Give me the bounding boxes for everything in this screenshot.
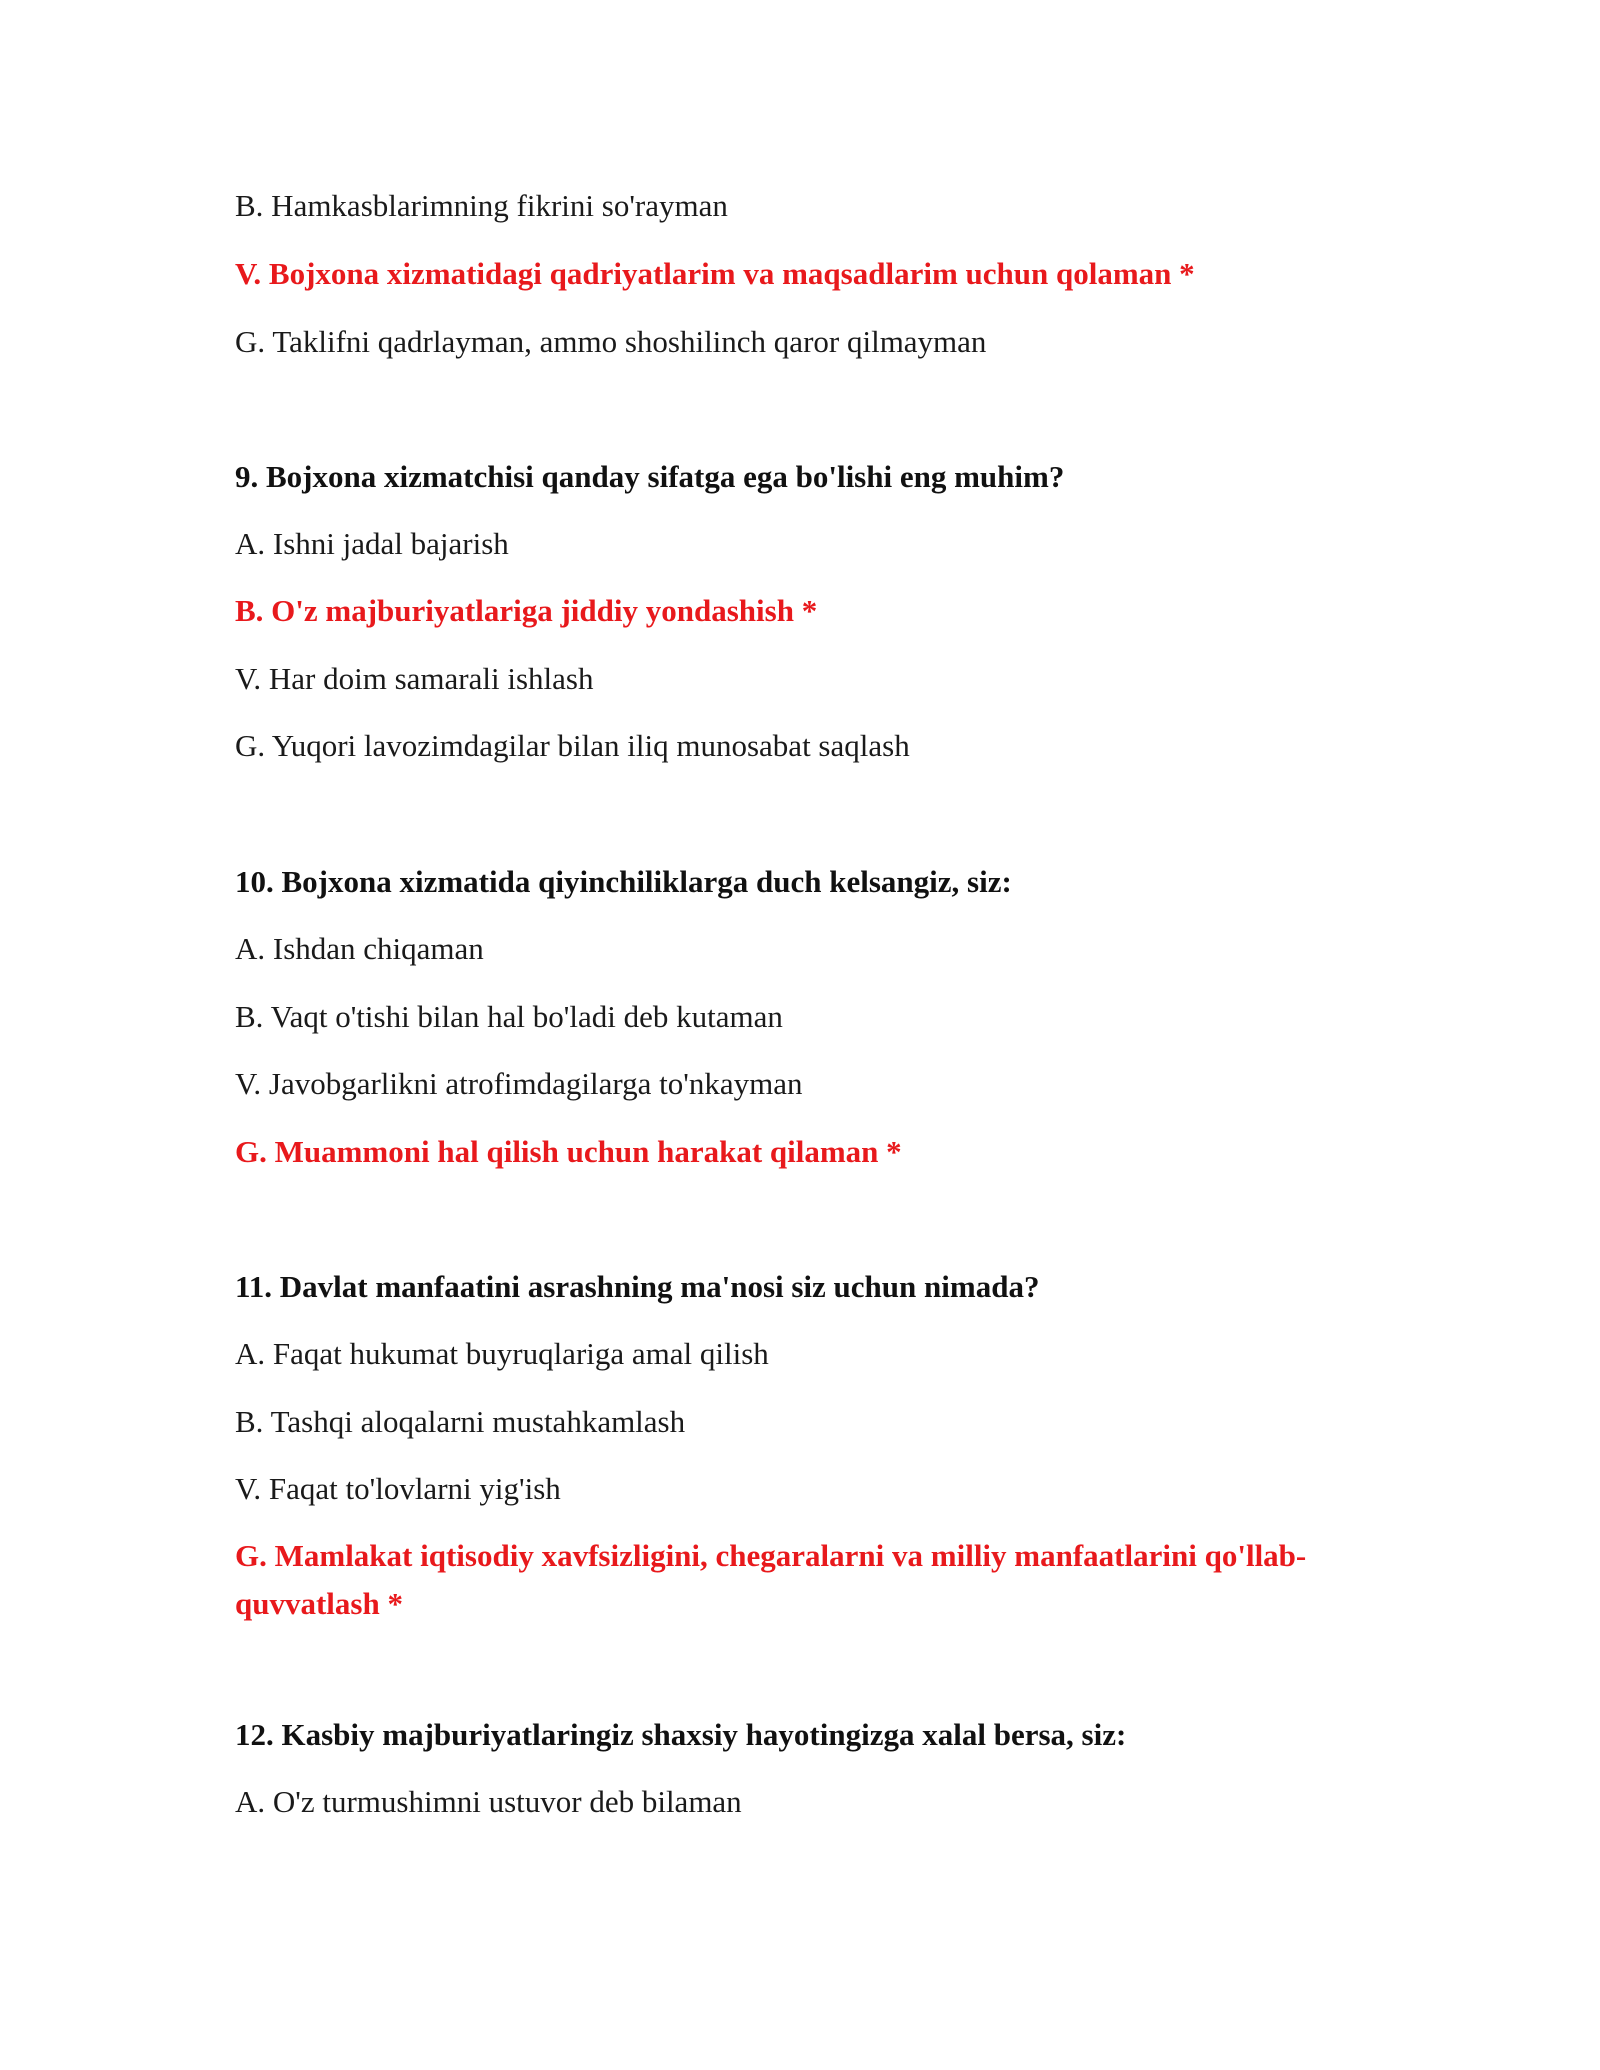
option-9b-correct: B. O'z majburiyatlariga jiddiy yondashish * (235, 593, 818, 628)
option-8v-correct: V. Bojxona xizmatidagi qadriyatlarim va maqsadlarim uchun qolaman * (235, 256, 1195, 291)
question-12: 12. Kasbiy majburiyatlaringiz shaxsiy hayotingizga xalal bersa, siz: (235, 1717, 1127, 1752)
option-12a: A. O'z turmushimni ustuvor deb bilaman (235, 1784, 742, 1819)
option-11b: B. Tashqi aloqalarni mustahkamlash (235, 1404, 686, 1439)
option-9g: G. Yuqori lavozimdagilar bilan iliq munosabat saqlash (235, 728, 910, 763)
option-11v: V. Faqat to'lovlarni yig'ish (235, 1471, 561, 1506)
option-8g: G. Taklifni qadrlayman, ammo shoshilinch qaror qilmayman (235, 324, 987, 359)
option-9a: A. Ishni jadal bajarish (235, 526, 509, 561)
option-10a: A. Ishdan chiqaman (235, 931, 484, 966)
option-11g-correct: G. Mamlakat iqtisodiy xavfsizligini, chegaralarni va milliy manfaatlarini qo'llab-quvvatlash * (235, 1538, 1307, 1621)
question-9: 9. Bojxona xizmatchisi qanday sifatga ega bo'lishi eng muhim? (235, 459, 1065, 494)
question-11: 11. Davlat manfaatini asrashning ma'nosi siz uchun nimada? (235, 1269, 1040, 1304)
option-11a: A. Faqat hukumat buyruqlariga amal qilish (235, 1336, 769, 1371)
option-10v: V. Javobgarlikni atrofimdagilarga to'nkayman (235, 1066, 803, 1101)
option-8b: B. Hamkasblarimning fikrini so'rayman (235, 188, 728, 223)
option-10g-correct: G. Muammoni hal qilish uchun harakat qilaman * (235, 1134, 902, 1169)
question-10: 10. Bojxona xizmatida qiyinchiliklarga duch kelsangiz, siz: (235, 864, 1012, 899)
option-10b: B. Vaqt o'tishi bilan hal bo'ladi deb kutaman (235, 999, 783, 1034)
option-9v: V. Har doim samarali ishlash (235, 661, 594, 696)
